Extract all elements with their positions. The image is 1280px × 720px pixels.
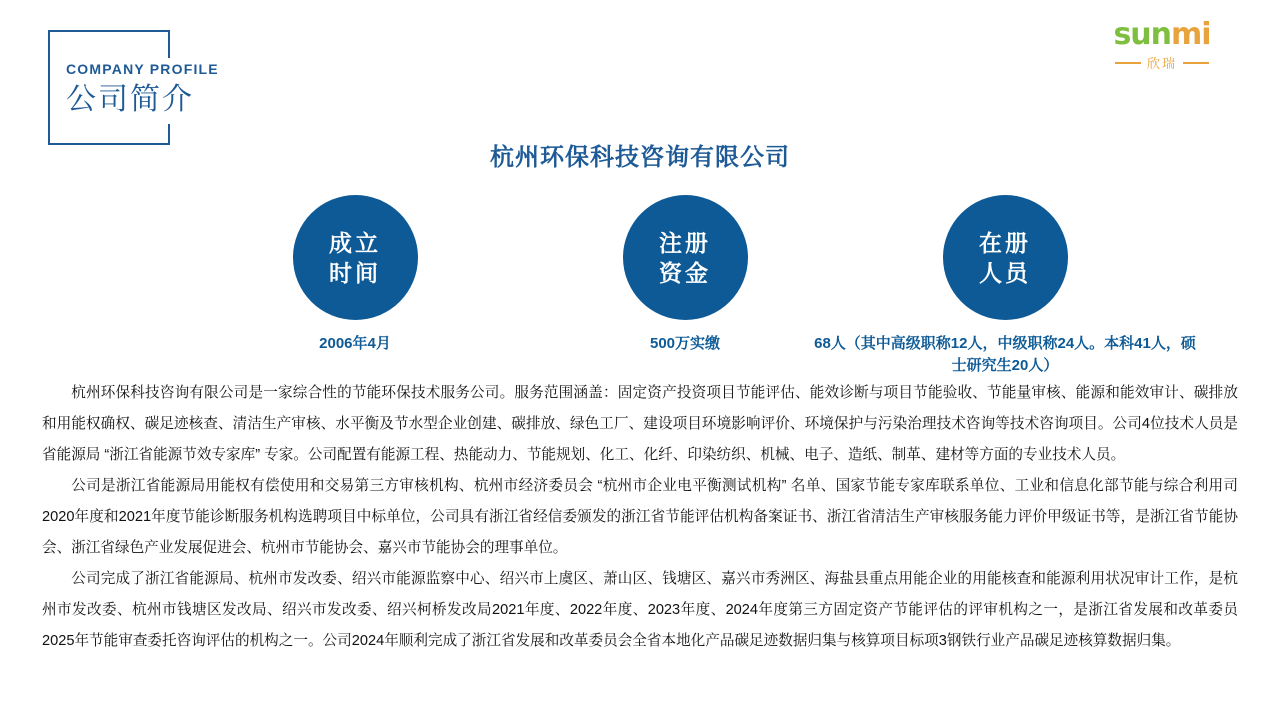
logo-subtitle: 欣瑞 xyxy=(1146,56,1177,71)
logo-subtitle-group xyxy=(1092,53,1232,72)
company-name-heading: 杭州环保科技咨询有限公司 xyxy=(490,144,790,171)
company-logo xyxy=(1092,18,1232,80)
logo-wordmark-accent: mi xyxy=(1171,17,1211,52)
stat-circle-capital xyxy=(623,195,748,320)
stats-row xyxy=(190,195,1196,374)
stat-item-staff xyxy=(814,195,1196,377)
stat-value-staff: 68人（其中高级职称12人，中级职称24人。本科41人，硕士研究生20人） xyxy=(814,335,1196,374)
logo-wordmark-main: sun xyxy=(1113,17,1172,52)
stat-circle-staff xyxy=(943,195,1068,320)
stat-value-capital: 500万实缴 xyxy=(649,335,721,352)
description-paragraph-3: 公司完成了浙江省能源局、杭州市发改委、绍兴市能源监察中心、绍兴市上虞区、萧山区、钱塘区、嘉兴市秀洲区、海盐县重点用能企业的用能核查和能源利用状况审计工作，是杭州市发改委、杭州市钱塘区发改局、绍兴市发改委、绍兴柯桥发改局2021年度、2022年度、2023年度、2024年度第三方固定资产节能评估的评审机构之一，是浙江省发展和改革委员2025年节能审查委托咨询评估的机构之一。公司2024年顺利完成了浙江省发展和改革委员会全省本地化产品碳足迹数据归集与核算项目标项3钢铁行业产品碳足迹核算数据归集。 xyxy=(42,571,1238,649)
description-paragraph-1: 杭州环保科技咨询有限公司是一家综合性的节能环保技术服务公司。服务范围涵盖：固定资产投资项目节能评估、能效诊断与项目节能验收、节能量审核、能源和能效审计、碳排放和用能权确权、碳足迹核查、清洁生产审核、水平衡及节水型企业创建、碳排放、绿色工厂、建设项目环境影响评价、环境保护与污染治理技术咨询等技术咨询项目。公司4位技术人员是省能源局 “浙江省能源节效专家库” 专家。公司配置有能源工程、热能动力、节能规划、化工、化纤、印染纺织、机械、电子、造纸、制革、建材等方面的专业技术人员。 xyxy=(42,385,1238,463)
stat-value-founding: 2006年4月 xyxy=(319,335,391,352)
stat-label-capital-line2: 资金 xyxy=(659,259,711,286)
page-title: 公司简介 xyxy=(66,83,194,116)
logo-rule-right-icon xyxy=(1183,62,1209,64)
stat-label-founding-line1: 成立 xyxy=(329,229,381,256)
title-english: COMPANY PROFILE xyxy=(66,61,219,77)
stat-label-staff-line1: 在册 xyxy=(979,229,1031,256)
stat-label-capital-line1: 注册 xyxy=(659,229,711,256)
description-paragraph-2: 公司是浙江省能源局用能权有偿使用和交易第三方审核机构、杭州市经济委员会 “杭州市企业电平衡测试机构” 名单、国家节能专家库联系单位、工业和信息化部节能与综合利用司2020年度和2021年度节能诊断服务机构选聘项目中标单位，公司具有浙江省经信委颁发的浙江省节能评估机构备案证书、浙江省清洁生产审核服务能力评价甲级证书等，是浙江省节能协会、浙江省绿色产业发展促进会、杭州市节能协会、嘉兴市节能协会的理事单位。 xyxy=(42,478,1238,556)
stat-circle-founding xyxy=(293,195,418,320)
page-title-block xyxy=(48,30,218,145)
stat-label-founding-line2: 时间 xyxy=(329,259,381,286)
logo-rule-left-icon xyxy=(1115,62,1141,64)
company-description xyxy=(42,378,1238,657)
stat-item-capital xyxy=(520,195,850,355)
stat-label-staff-line2: 人员 xyxy=(979,259,1031,286)
logo-wordmark xyxy=(1092,18,1232,52)
stat-item-founding xyxy=(190,195,520,355)
title-text-group xyxy=(60,58,225,124)
